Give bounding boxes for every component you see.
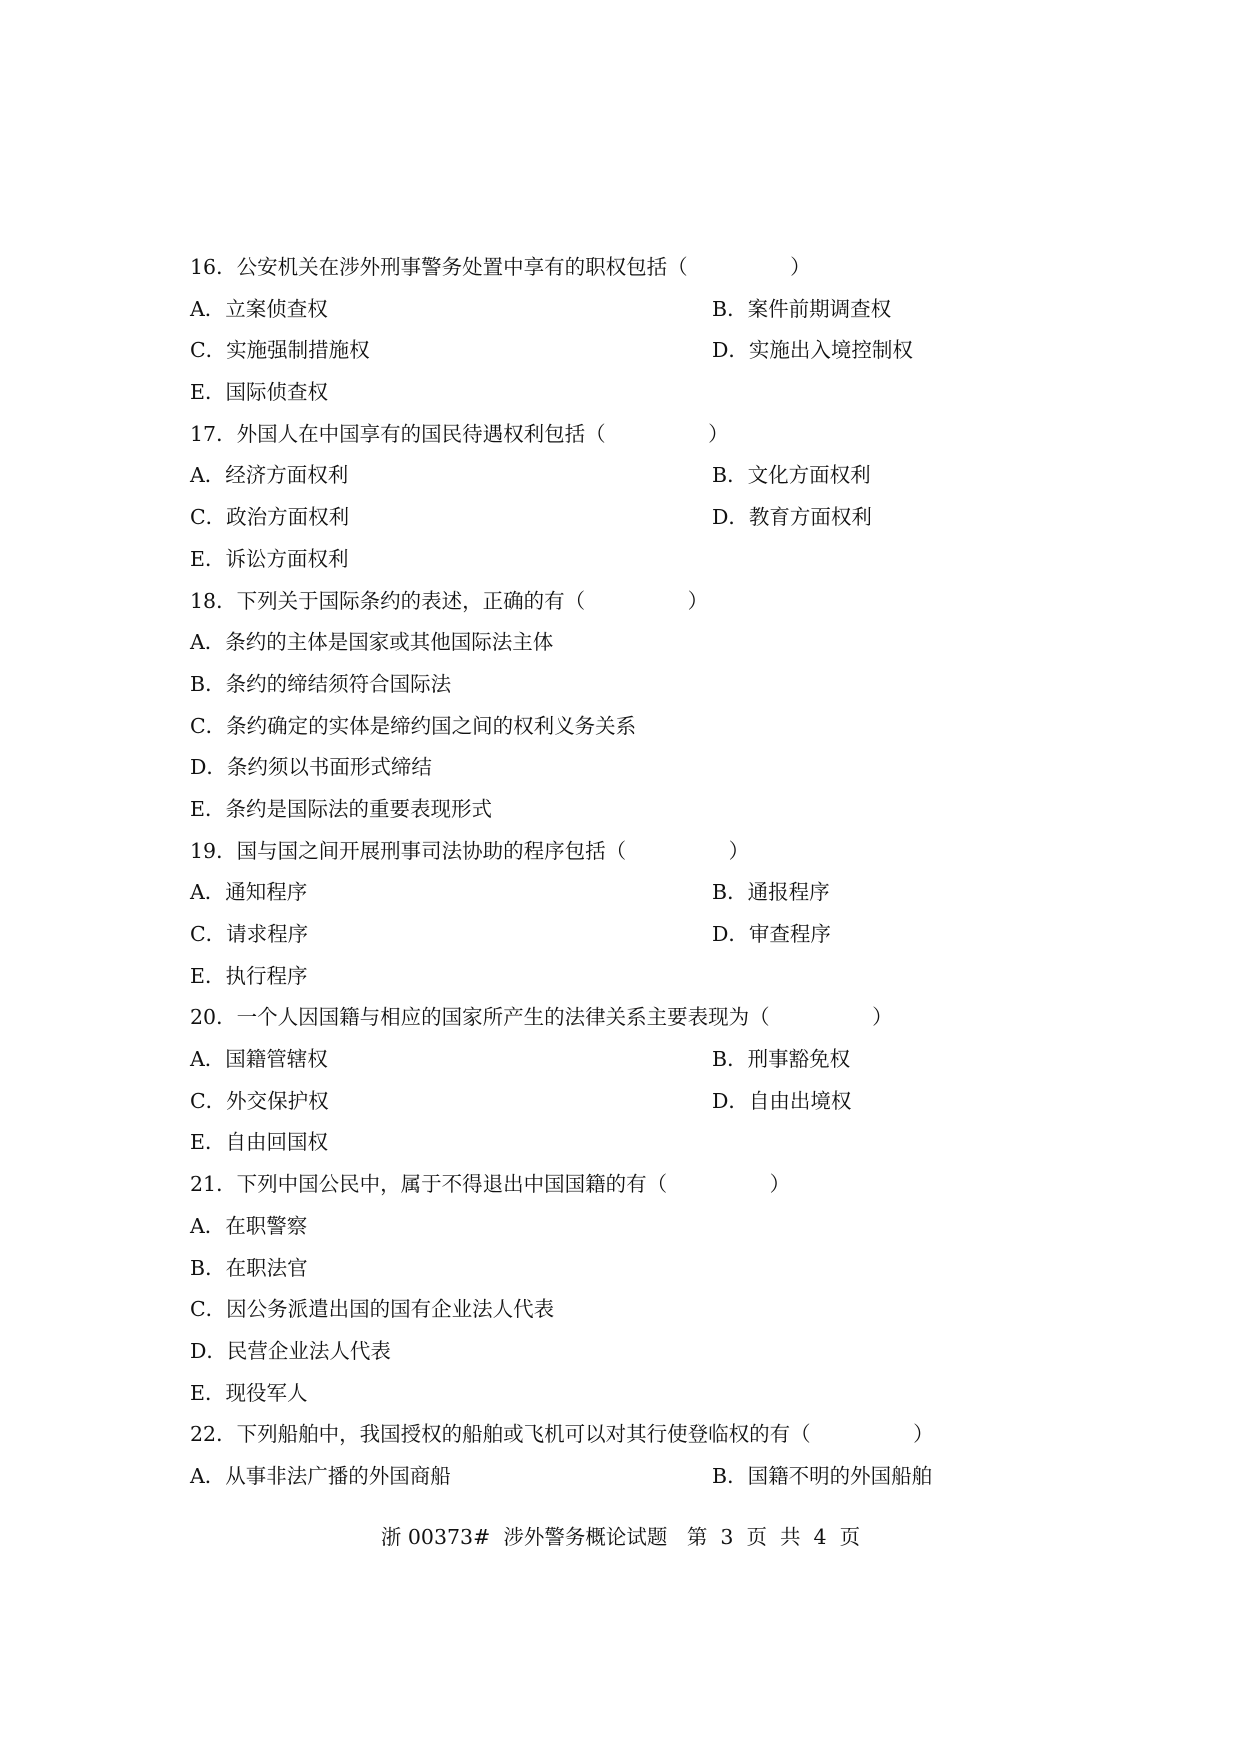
option-row	[190, 914, 1090, 956]
option: A．国籍管辖权	[190, 1047, 328, 1072]
option: B．在职法官	[190, 1255, 308, 1280]
question-stem: 18．下列关于国际条约的表述，正确的有（ ）	[190, 588, 709, 613]
option-row	[190, 622, 1090, 664]
question-stem: 20．一个人因国籍与相应的国家所产生的法律关系主要表现为（ ）	[190, 1005, 893, 1030]
option: E．执行程序	[190, 963, 308, 988]
option: E．条约是国际法的重要表现形式	[190, 796, 492, 821]
option-row	[190, 1039, 1090, 1081]
option-row	[190, 539, 1090, 581]
question-stem: 16．公安机关在涉外刑事警务处置中享有的职权包括（ ）	[190, 255, 811, 279]
option: E．自由回国权	[190, 1130, 328, 1155]
option: E．现役军人	[190, 1380, 308, 1405]
option: A．在职警察	[190, 1213, 308, 1238]
option: C．外交保护权	[190, 1088, 329, 1113]
option: C．条约确定的实体是缔约国之间的权利义务关系	[190, 713, 637, 738]
option: C．请求程序	[190, 922, 309, 946]
option-row	[190, 330, 1090, 372]
option-row	[190, 1331, 1090, 1373]
option-row	[190, 956, 1090, 998]
question-stem: 17．外国人在中国享有的国民待遇权利包括（ ）	[190, 421, 729, 446]
option-row	[190, 1206, 1090, 1248]
option: C．因公务派遣出国的国有企业法人代表	[190, 1297, 555, 1322]
option-row	[190, 1122, 1090, 1164]
question-list	[190, 247, 1090, 1498]
option: E．国际侦查权	[190, 380, 328, 405]
option: C．政治方面权利	[190, 505, 350, 530]
option-row	[190, 455, 1090, 497]
option: B．国籍不明的外国船舶	[712, 1463, 933, 1488]
question-stem: 22．下列船舶中，我国授权的船舶或飞机可以对其行使登临权的有（ ）	[190, 1422, 934, 1447]
option: B．案件前期调查权	[712, 296, 892, 321]
option: D．自由出境权	[712, 1088, 852, 1113]
option: D．实施出入境控制权	[712, 338, 913, 363]
option-row	[190, 872, 1090, 914]
option: D．民营企业法人代表	[190, 1338, 391, 1363]
question-stem: 19．国与国之间开展刑事司法协助的程序包括（ ）	[190, 838, 750, 863]
option-row	[190, 664, 1090, 706]
option: B．刑事豁免权	[712, 1047, 851, 1072]
option: D．条约须以书面形式缔结	[190, 755, 432, 780]
option-row	[190, 497, 1090, 539]
option-row	[190, 289, 1090, 331]
option-row	[190, 372, 1090, 414]
option-row	[190, 1248, 1090, 1290]
option-row	[190, 1081, 1090, 1123]
option: E．诉讼方面权利	[190, 546, 349, 571]
question-stem: 21．下列中国公民中，属于不得退出中国国籍的有（ ）	[190, 1172, 791, 1197]
option: B．通报程序	[712, 880, 830, 905]
option-row	[190, 1289, 1090, 1331]
option: B．文化方面权利	[712, 463, 871, 488]
option-row	[190, 1373, 1090, 1415]
option: A．立案侦查权	[190, 296, 328, 321]
option-row	[190, 706, 1090, 748]
option: D．审查程序	[712, 922, 831, 946]
option: B．条约的缔结须符合国际法	[190, 671, 452, 696]
option: A．从事非法广播的外国商船	[190, 1463, 451, 1488]
option: C．实施强制措施权	[190, 338, 370, 363]
page-footer: 浙 00373# 涉外警务概论试题 第 3 页 共 4 页	[380, 1525, 861, 1549]
option-row	[190, 747, 1090, 789]
option: A．条约的主体是国家或其他国际法主体	[190, 630, 554, 655]
option-row	[190, 1456, 1090, 1498]
option: A．经济方面权利	[190, 463, 349, 488]
option: D．教育方面权利	[712, 505, 872, 530]
option-row	[190, 789, 1090, 831]
option: A．通知程序	[190, 880, 308, 905]
